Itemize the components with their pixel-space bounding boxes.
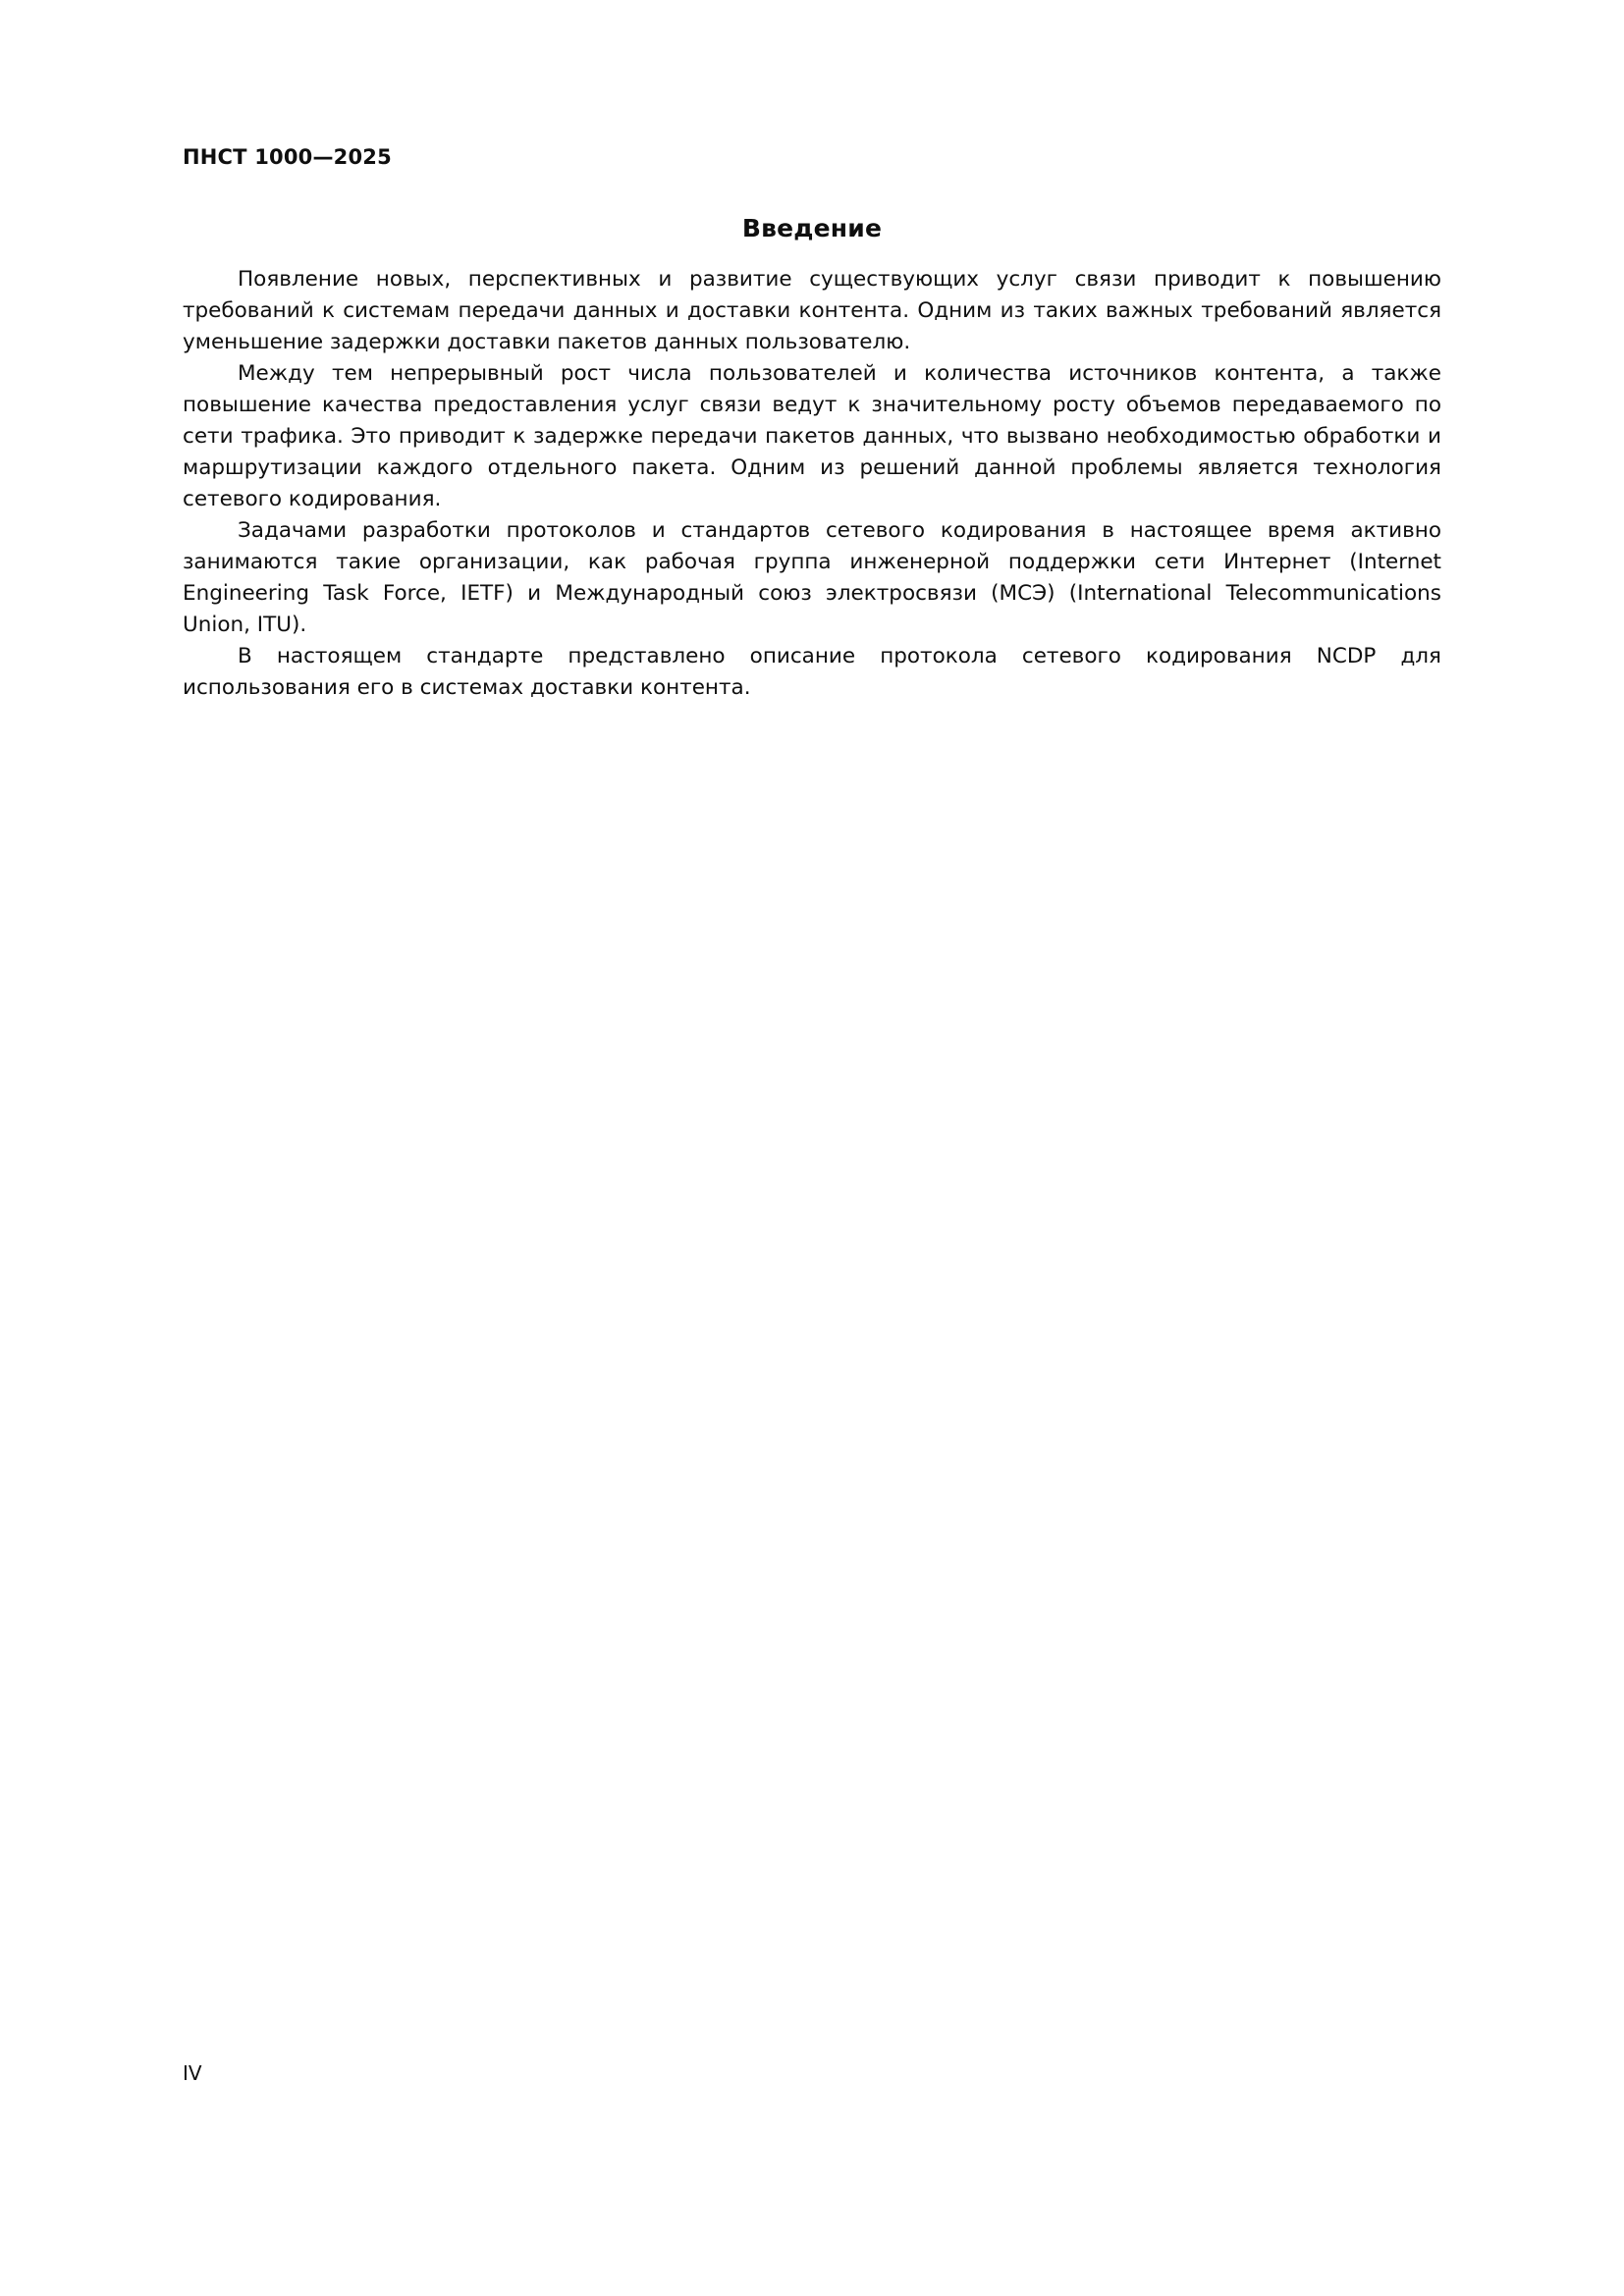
page-number: IV: [183, 2061, 202, 2085]
body-paragraph: Появление новых, перспективных и развитие существующих услуг связи приводит к повышению требований к системам передачи данных и доставки контента. Одним из таких важных требований является уменьшение задержки доставки пакетов данных пользователю.: [183, 267, 1441, 354]
body-paragraph: Задачами разработки протоколов и стандартов сетевого кодирования в настоящее время активно занимаются такие организации, как рабочая группа инженерной поддержки сети Интернет (Internet Engineering Task Force, IETF) и Международный союз электросвязи (МСЭ) (International Telecommunications Union, ITU).: [183, 518, 1441, 637]
body-paragraph: В настоящем стандарте представлено описание протокола сетевого кодирования NCDP для использования его в системах доставки контента.: [183, 644, 1441, 700]
document-content: [183, 214, 1441, 704]
running-header-standard-ref: ПНСТ 1000—2025: [183, 145, 392, 169]
body-paragraph: Между тем непрерывный рост числа пользователей и количества источников контента, а также повышение качества предоставления услуг связи ведут к значительному росту объемов передаваемого по сети трафика. Это приводит к задержке передачи пакетов данных, что вызвано необходимостью обработки и маршрутизации каждого отдельного пакета. Одним из решений данной проблемы является технология сетевого кодирования.: [183, 361, 1441, 511]
page-title: Введение: [741, 214, 883, 242]
